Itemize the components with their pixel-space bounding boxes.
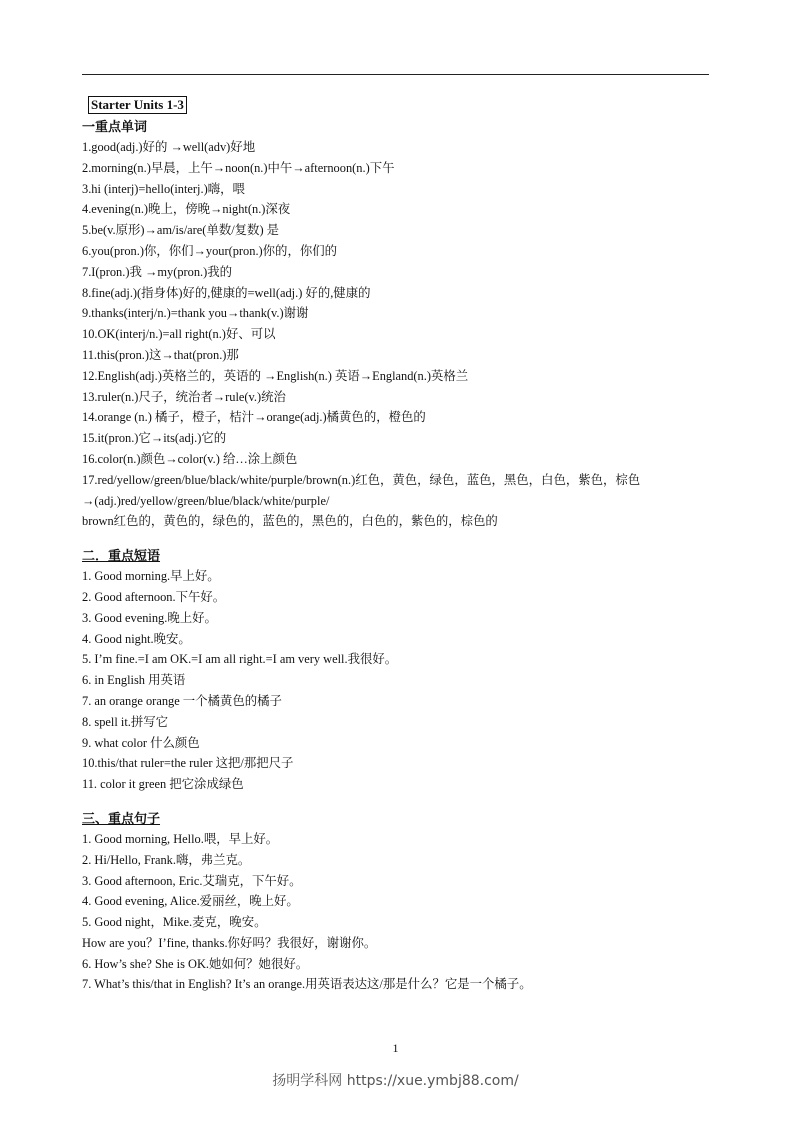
- vocab-item: 9.thanks(interj/n.)=thank you→thank(v.)谢谢: [82, 306, 309, 321]
- sentence-item: 6. How’s she? She is OK.她如何？她很好。: [82, 956, 309, 971]
- vocab-item: 14.orange (n.) 橘子，橙子，桔汁→orange(adj.)橘黄色的，橙色的: [82, 410, 426, 425]
- vocab-item: 12.English(adj.)英格兰的，英语的 →English(n.) 英语→England(n.)英格兰: [82, 368, 469, 383]
- vocab-item: 4.evening(n.)晚上，傍晚→night(n.)深夜: [82, 202, 291, 217]
- page-number: 1: [392, 1041, 399, 1055]
- vocab-item: 2.morning(n.)早晨，上午→noon(n.)中午→afternoon(n.)下午: [82, 160, 395, 175]
- vocab-item: 3.hi (interj)=hello(interj.)嗨，喂: [82, 181, 245, 196]
- phrase-item: 5. I’m fine.=I am OK.=I am all right.=I am very well.我很好。: [82, 652, 398, 667]
- sentence-item: How are you？I’fine, thanks.你好吗？我很好，谢谢你。: [82, 935, 377, 950]
- vocab-item: 15.it(pron.)它→its(adj.)它的: [82, 431, 227, 446]
- section-heading-sentences: 三、重点句子: [82, 810, 161, 826]
- phrase-item: 8. spell it.拼写它: [82, 714, 169, 729]
- vocab-item: 13.ruler(n.)尺子，统治者→rule(v.)统治: [82, 389, 286, 404]
- header-rule: [82, 74, 709, 75]
- phrase-item: 1. Good morning.早上好。: [82, 569, 220, 584]
- vocab-item: 5.be(v.原形)→am/is/are(单数/复数) 是: [82, 223, 280, 238]
- vocab-item: 16.color(n.)颜色→color(v.) 给…涂上颜色: [82, 451, 298, 466]
- vocab-list: [82, 137, 722, 470]
- vocab-item: 1.good(adj.)好的 →well(adv)好地: [82, 140, 256, 154]
- vocab-item: 6.you(pron.)你，你们→your(pron.)你的，你们的: [82, 243, 338, 258]
- unit-title-box: [82, 96, 722, 114]
- phrase-item: 3. Good evening.晚上好。: [82, 610, 217, 625]
- sentence-item: 1. Good morning, Hello.喂，早上好。: [82, 831, 279, 846]
- phrase-item: 7. an orange orange 一个橘黄色的橘子: [82, 693, 282, 708]
- vocab-item: 11.this(pron.)这→that(pron.)那: [82, 347, 239, 362]
- sentence-item: 5. Good night，Mike.麦克，晚安。: [82, 915, 267, 930]
- vocab-item: 10.OK(interj/n.)=all right(n.)好、可以: [82, 327, 276, 342]
- sentence-item: 4. Good evening, Alice.爱丽丝，晚上好。: [82, 894, 299, 909]
- section-heading-vocab: 一重点单词: [82, 119, 148, 134]
- unit-title: Starter Units 1-3: [88, 96, 187, 114]
- sentence-item: 7. What’s this/that in English? It’s an orange.用英语表达这/那是什么？它是一个橘子。: [82, 977, 532, 992]
- sentence-item: 3. Good afternoon, Eric.艾瑞克，下午好。: [82, 873, 302, 888]
- phrase-item: 4. Good night.晚安。: [82, 631, 191, 646]
- footer-watermark: 扬明学科网 https://xue.ymbj88.com/: [272, 1073, 519, 1089]
- sentence-list: [82, 829, 722, 995]
- phrase-item: 2. Good afternoon.下午好。: [82, 589, 226, 604]
- vocab-item: 7.I(pron.)我 →my(pron.)我的: [82, 264, 233, 279]
- vocab-item-17: 17.red/yellow/green/blue/black/white/purple/brown(n.)红色，黄色，绿色，蓝色，黑色，白色，紫色，棕色→(adj.)red/yellow/green/blue/black/white/purple/: [82, 472, 641, 508]
- section-heading-phrases: 二．重点短语: [82, 548, 161, 564]
- phrase-item: 9. what color 什么颜色: [82, 735, 200, 750]
- phrase-item: 11. color it green 把它涂成绿色: [82, 777, 244, 792]
- phrase-item: 10.this/that ruler=the ruler 这把/那把尺子: [82, 756, 294, 771]
- document-body: [82, 96, 722, 995]
- vocab-item-17-cont: brown红色的，黄色的，绿色的，蓝色的，黑色的，白色的，紫色的，棕色的: [82, 514, 498, 529]
- vocab-item: 8.fine(adj.)(指身体)好的,健康的=well(adj.) 好的,健康的: [82, 285, 371, 300]
- phrase-list: [82, 566, 722, 795]
- sentence-item: 2. Hi/Hello, Frank.嗨，弗兰克。: [82, 852, 251, 867]
- phrase-item: 6. in English 用英语: [82, 673, 186, 688]
